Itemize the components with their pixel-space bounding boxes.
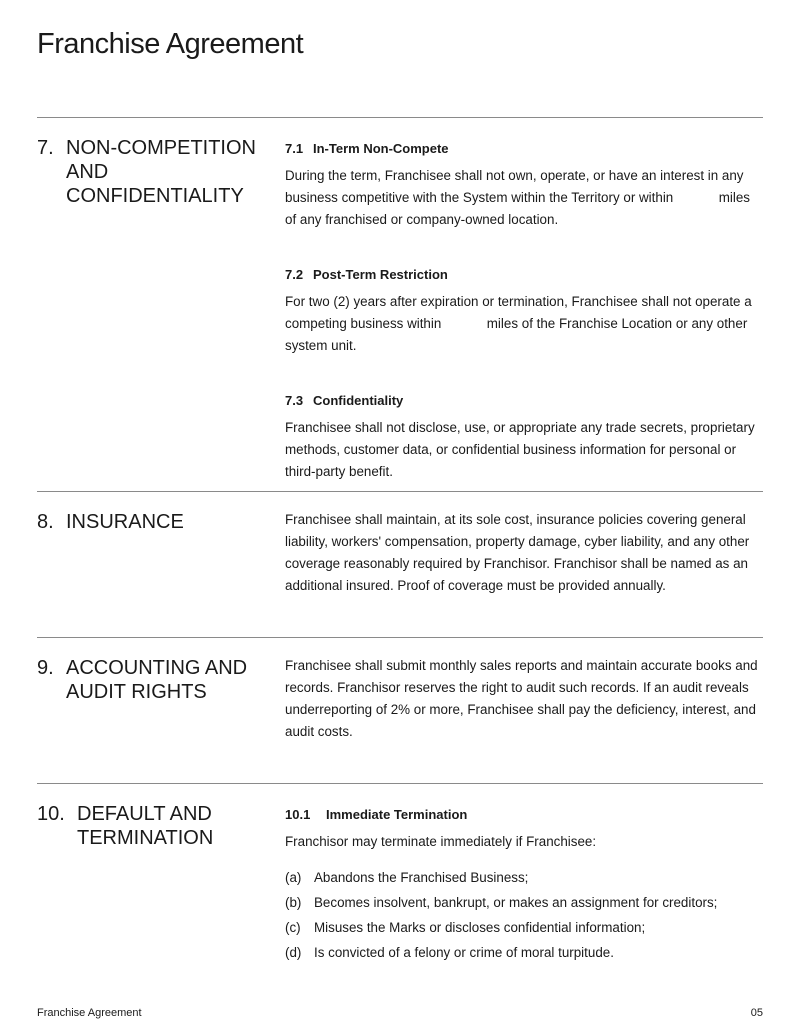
paragraph [285, 291, 763, 357]
subsection-title: Post-Term Restriction [313, 267, 448, 282]
subsection-heading [285, 804, 763, 826]
subsection-number: 7.1 [285, 141, 304, 156]
paragraph [285, 165, 763, 231]
subsection-heading [285, 390, 763, 412]
list-text: Misuses the Marks or discloses confidential information; [314, 920, 646, 935]
list-item [285, 867, 763, 889]
section-number: 9. [37, 657, 54, 679]
list-item [285, 942, 763, 964]
subsection-title: In-Term Non-Compete [313, 141, 449, 156]
paragraph: Franchisee shall not disclose, use, or appropriate any trade secrets, proprietary methods, customer data, or confidential business information for personal or third-party benefit. [285, 420, 755, 479]
text: For two (2) years after expiration or termination, Franchisee shall not operate a competing business within [285, 294, 752, 331]
text: miles of any franchised or company-owned location. [285, 190, 750, 227]
subsection-heading [285, 264, 763, 286]
section-10 [37, 783, 763, 960]
section-title: INSURANCE [66, 511, 184, 533]
text: miles of the Franchise Location or any other system unit. [285, 316, 748, 353]
subsection-title: Confidentiality [313, 393, 404, 408]
list-item [285, 917, 763, 939]
section-7 [37, 117, 763, 479]
section-8 [37, 491, 763, 593]
list-item [285, 892, 763, 914]
subsection-number: 10.1 [285, 807, 311, 822]
list-marker: (d) [285, 945, 302, 960]
list-text: Abandons the Franchised Business; [314, 870, 529, 885]
section-number: 7. [37, 137, 54, 159]
section-number: 10. [37, 803, 65, 825]
section-number: 8. [37, 511, 54, 533]
list-marker: (c) [285, 920, 301, 935]
subsection-title: Immediate Termination [326, 807, 468, 822]
paragraph: Franchisee shall submit monthly sales reports and maintain accurate books and records. Franchisor reserves the right to audit such records. If an audit reveals underreporting of 2% or more, Franchisee shall pay the deficiency, interest, and audit costs. [285, 658, 758, 739]
termination-list [285, 867, 763, 964]
section-title: ACCOUNTING AND AUDIT RIGHTS [66, 657, 248, 703]
list-marker: (a) [285, 870, 302, 885]
subsection-heading [285, 138, 763, 160]
list-text: Is convicted of a felony or crime of moral turpitude. [314, 945, 614, 960]
text: During the term, Franchisee shall not own, operate, or have an interest in any business competitive with the System within the Territory or within [285, 168, 744, 205]
subsection-number: 7.2 [285, 267, 304, 282]
section-title: DEFAULT AND TERMINATION [77, 803, 214, 849]
list-text: Becomes insolvent, bankrupt, or makes an assignment for creditors; [314, 895, 718, 910]
subsection-number: 7.3 [285, 393, 304, 408]
paragraph: Franchisee shall maintain, at its sole cost, insurance policies covering general liability, workers' compensation, property damage, cyber liability, and any other coverage reasonably required by Franchisor. Franchisor shall be named as an additional insured. Proof of coverage must be provided annually. [285, 512, 750, 593]
section-title: NON-COMPETITION AND CONFIDENTIALITY [66, 137, 256, 207]
footer-title: Franchise Agreement [37, 1007, 142, 1019]
paragraph: Franchisor may terminate immediately if Franchisee: [285, 834, 597, 849]
section-9 [37, 637, 763, 739]
page-title: Franchise Agreement [37, 28, 304, 60]
page-number: 05 [750, 1007, 763, 1019]
list-marker: (b) [285, 895, 302, 910]
